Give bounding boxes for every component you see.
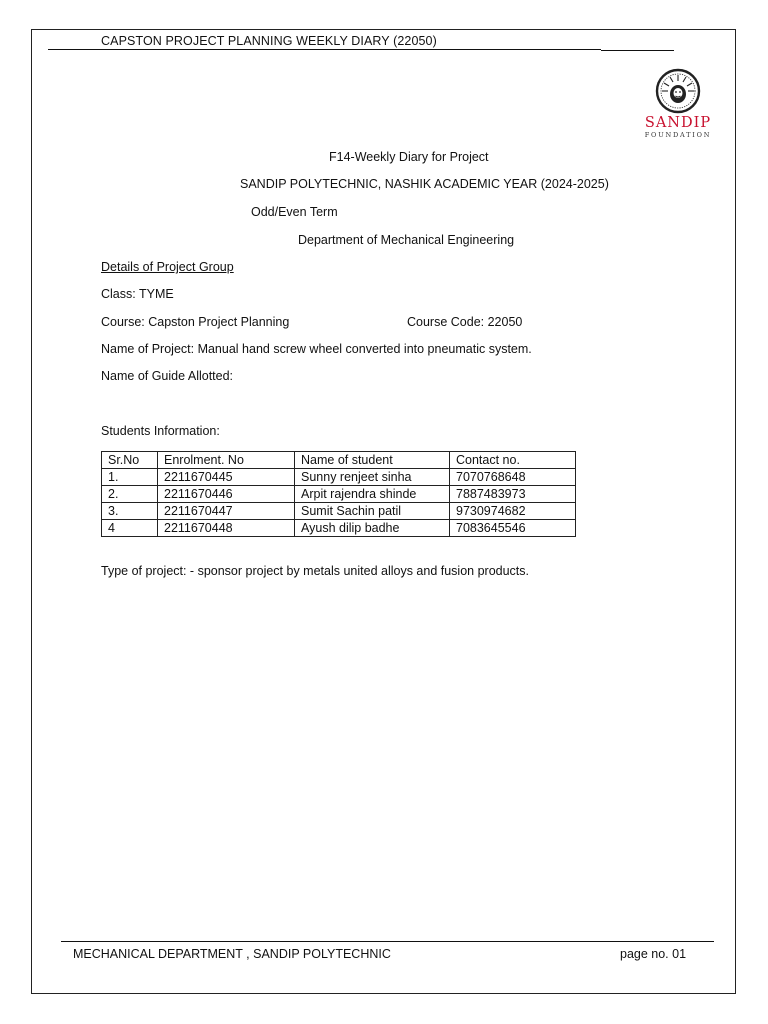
sandip-logo [638, 68, 718, 138]
lion-emblem-icon [655, 68, 701, 114]
table-header-cell: Enrolment. No [158, 452, 295, 469]
header-title: CAPSTON PROJECT PLANNING WEEKLY DIARY (22050) [101, 34, 437, 48]
table-cell: Ayush dilip badhe [295, 520, 450, 537]
footer-rule [61, 941, 714, 942]
group-heading: Details of Project Group [101, 260, 234, 274]
footer-department: MECHANICAL DEPARTMENT , SANDIP POLYTECHNIC [73, 947, 391, 961]
term-line: Odd/Even Term [251, 205, 338, 219]
project-name-line: Name of Project: Manual hand screw wheel converted into pneumatic system. [101, 342, 532, 356]
table-row [102, 486, 576, 503]
header-rule-extension [601, 50, 674, 51]
table-cell: Sunny renjeet sinha [295, 469, 450, 486]
class-line: Class: TYME [101, 287, 174, 301]
table-cell: 9730974682 [450, 503, 576, 520]
course-line: Course: Capston Project Planning [101, 315, 290, 329]
guide-line: Name of Guide Allotted: [101, 369, 234, 383]
table-header-cell: Name of student [295, 452, 450, 469]
table-header-cell: Contact no. [450, 452, 576, 469]
table-cell: 2211670448 [158, 520, 295, 537]
table-row [102, 469, 576, 486]
table-cell: 2211670445 [158, 469, 295, 486]
table-cell: 2211670447 [158, 503, 295, 520]
course-code-line: Course Code: 22050 [407, 315, 523, 329]
table-header-cell: Sr.No [102, 452, 158, 469]
table-cell: 4 [102, 520, 158, 537]
header-rule [48, 49, 601, 50]
project-type-line: Type of project: - sponsor project by metals united alloys and fusion products. [101, 564, 530, 578]
institute-line: SANDIP POLYTECHNIC, NASHIK ACADEMIC YEAR (2024-2025) [240, 177, 609, 191]
table-cell: Arpit rajendra shinde [295, 486, 450, 503]
table-row [102, 503, 576, 520]
table-cell: 7070768648 [450, 469, 576, 486]
table-header-row [102, 452, 576, 469]
table-cell: 7887483973 [450, 486, 576, 503]
table-cell: 1. [102, 469, 158, 486]
table-cell: Sumit Sachin patil [295, 503, 450, 520]
form-title: F14-Weekly Diary for Project [329, 150, 489, 164]
logo-name: SANDIP [644, 115, 712, 131]
page-number: page no. 01 [620, 947, 687, 961]
table-cell: 2. [102, 486, 158, 503]
table-row [102, 520, 576, 537]
students-heading: Students Information: [101, 424, 220, 438]
table-cell: 7083645546 [450, 520, 576, 537]
students-table [101, 451, 576, 537]
logo-subtitle: FOUNDATION [644, 131, 712, 139]
table-cell: 2211670446 [158, 486, 295, 503]
department-line: Department of Mechanical Engineering [298, 233, 515, 247]
table-cell: 3. [102, 503, 158, 520]
